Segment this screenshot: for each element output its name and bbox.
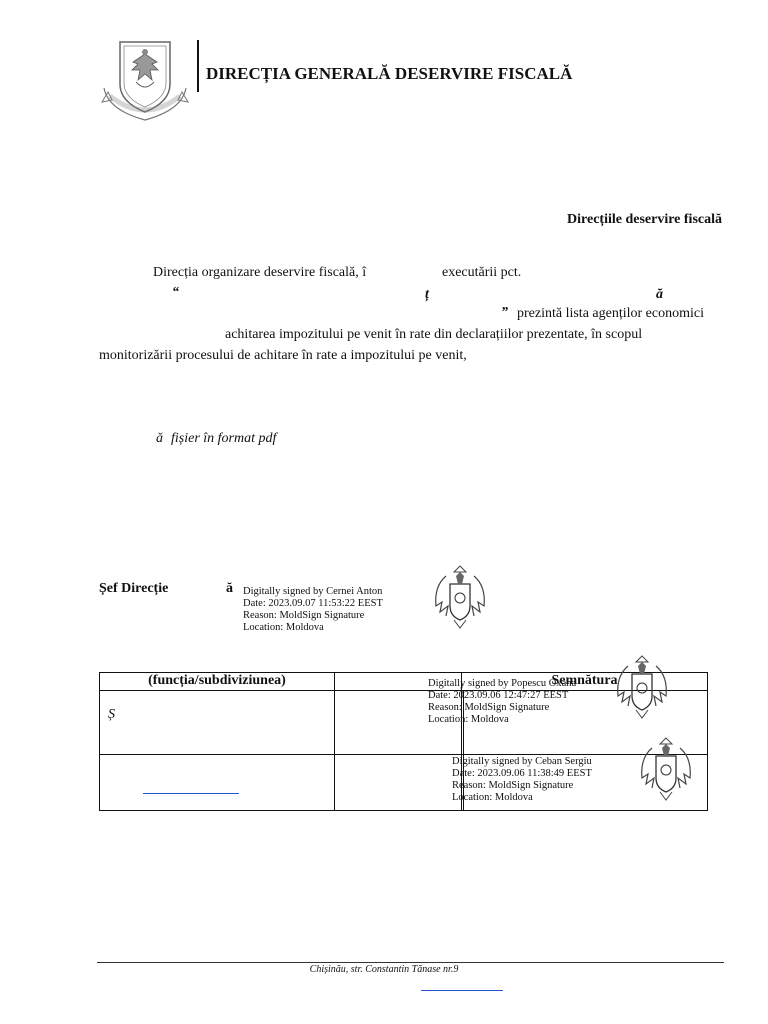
body-line3: achitarea impozitului pe venit în rate din declarațiilor prezentate, în scopul xyxy=(225,327,643,342)
digital-signature-block xyxy=(452,756,592,804)
body-line1-part-a: Direcția organizare deservire fiscală, î xyxy=(153,265,367,280)
header-title: DIRECȚIA GENERALĂ DESERVIRE FISCALĂ xyxy=(206,64,573,83)
footer-address: Chișinău, str. Constantin Tănase nr.9 xyxy=(309,964,459,975)
footer-divider xyxy=(97,962,724,963)
signature-signer: Digitally signed by Cernei Anton xyxy=(243,586,383,597)
signature-signer: Digitally signed by Ceban Sergiu xyxy=(452,756,592,767)
signature-date: Date: 2023.09.06 12:47:27 EEST xyxy=(428,690,569,701)
body-close-quote: ” xyxy=(501,305,508,320)
signature-date: Date: 2023.09.06 11:38:49 EEST xyxy=(452,768,592,779)
digital-signature-block xyxy=(428,678,576,726)
coat-of-arms-icon xyxy=(432,562,488,632)
body-fragment-t: ț xyxy=(425,287,429,302)
attachment-note: fișier în format pdf xyxy=(171,431,277,446)
signature-location: Location: Moldova xyxy=(452,792,533,803)
table-row2-empty xyxy=(335,755,462,811)
table-header-position: (funcția/subdiviziunea) xyxy=(100,673,335,691)
body-line1-part-b: executării pct. xyxy=(442,265,522,280)
attachment-fragment: ă xyxy=(156,431,163,446)
addressee: Direcțiile deservire fiscală xyxy=(567,212,722,227)
coat-of-arms-icon xyxy=(638,734,694,804)
signature-location: Location: Moldova xyxy=(428,714,509,725)
body-line4: monitorizării procesului de achitare în rate a impozitului pe venit, xyxy=(99,348,467,363)
signoff-fragment: ă xyxy=(226,581,233,596)
table-email-link[interactable] xyxy=(143,793,239,794)
header-divider xyxy=(197,40,199,92)
signature-reason: Reason: MoldSign Signature xyxy=(452,780,574,791)
body-fragment-a: ă xyxy=(656,287,663,302)
table-row2-position xyxy=(100,755,335,811)
signature-reason: Reason: MoldSign Signature xyxy=(428,702,550,713)
coat-of-arms-icon xyxy=(614,652,670,722)
signature-date: Date: 2023.09.07 11:53:22 EEST xyxy=(243,598,383,609)
table-header-signature: Semnătura xyxy=(462,673,708,691)
body-line2-tail: prezintă lista agenților economici xyxy=(517,306,704,321)
signature-location: Location: Moldova xyxy=(243,622,324,633)
signoff-role: Șef Direcție xyxy=(99,581,169,596)
digital-signature-block xyxy=(243,586,383,634)
footer-link[interactable] xyxy=(421,990,503,991)
body-open-quote: “ xyxy=(172,285,179,300)
signature-signer: Digitally signed by Popescu Oxana xyxy=(428,678,577,689)
tax-service-emblem xyxy=(98,36,192,126)
signature-reason: Reason: MoldSign Signature xyxy=(243,610,365,621)
table-row1-position: Ș xyxy=(100,691,335,755)
